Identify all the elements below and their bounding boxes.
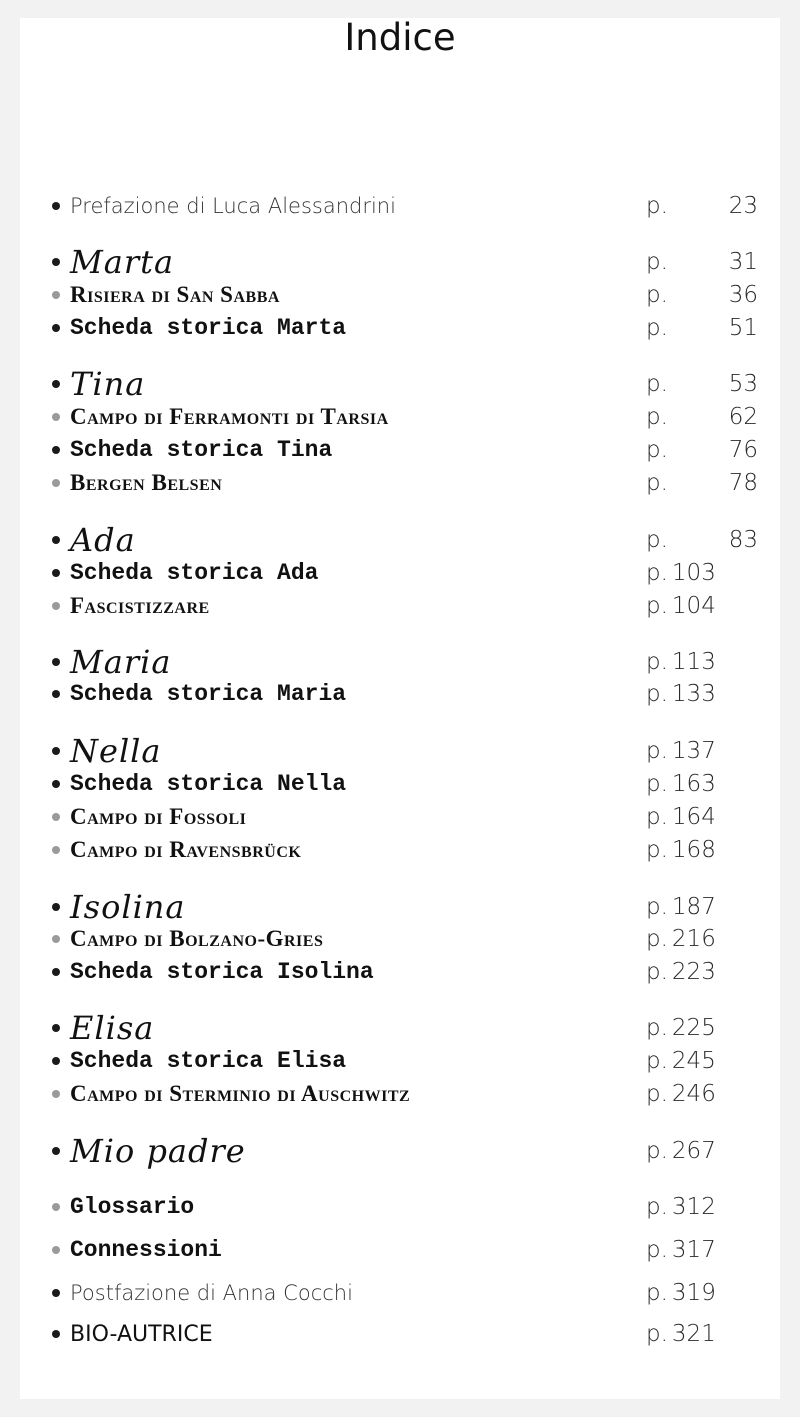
bullet-icon xyxy=(52,479,60,487)
page-number: 168 xyxy=(671,837,716,863)
toc-entry xyxy=(52,243,758,281)
toc-entry xyxy=(52,365,758,403)
bullet-icon xyxy=(52,935,60,943)
page-prefix: p. xyxy=(646,649,668,675)
toc-entry xyxy=(52,833,716,867)
toc-entry xyxy=(52,1044,716,1078)
page-prefix: p. xyxy=(646,282,668,308)
page-prefix: p. xyxy=(646,804,668,830)
toc-entry-title: Postfazione di Anna Cocchi xyxy=(70,1281,353,1305)
toc-entry-title: Maria xyxy=(70,643,172,681)
toc-entry-page xyxy=(646,804,758,830)
toc-entry xyxy=(52,1190,716,1224)
page-number: 104 xyxy=(671,593,716,619)
page-number: 312 xyxy=(671,1194,716,1220)
toc-entry-title: Prefazione di Luca Alessandrini xyxy=(70,194,396,218)
bullet-icon xyxy=(52,968,60,976)
page-prefix: p. xyxy=(646,1237,668,1263)
toc-entry-title: Tina xyxy=(70,365,146,403)
bullet-icon xyxy=(52,413,60,421)
page-prefix: p. xyxy=(646,1280,668,1306)
page-prefix: p. xyxy=(646,681,668,707)
toc-entry xyxy=(52,732,716,770)
toc-entry-title: Scheda storica Nella xyxy=(70,771,347,797)
bullet-icon xyxy=(52,903,60,911)
toc-entry xyxy=(52,521,758,559)
page-number: 23 xyxy=(728,193,758,219)
bullet-icon xyxy=(52,780,60,788)
toc-entry-page xyxy=(646,771,758,797)
page-prefix: p. xyxy=(646,1015,668,1041)
toc-entry xyxy=(52,955,716,989)
toc-entry-title: BIO-AUTRICE xyxy=(70,1321,213,1347)
toc-entry xyxy=(52,1276,716,1310)
bullet-icon xyxy=(52,846,60,854)
toc-entry-page xyxy=(646,470,758,496)
page-number: 62 xyxy=(728,404,758,430)
toc-entry-page xyxy=(646,437,758,463)
toc-entry-title: Scheda storica Maria xyxy=(70,681,347,707)
page-number: 31 xyxy=(728,249,758,275)
toc-entry-page xyxy=(646,959,758,985)
toc-entry-title: Marta xyxy=(70,243,175,281)
bullet-icon xyxy=(52,202,60,210)
bullet-icon xyxy=(52,602,60,610)
toc-entry-title: Glossario xyxy=(70,1194,195,1220)
bullet-icon xyxy=(52,258,60,266)
toc-entry-title: Campo di Fossoli xyxy=(70,804,247,829)
toc-entry xyxy=(52,189,758,223)
bullet-icon xyxy=(52,690,60,698)
toc-entry xyxy=(52,278,758,312)
page-number: 163 xyxy=(671,771,716,797)
toc-entry-page xyxy=(646,527,758,553)
toc-entry-page xyxy=(646,1237,758,1263)
toc-entry xyxy=(52,677,716,711)
page-number: 245 xyxy=(671,1048,716,1074)
page-number: 103 xyxy=(671,560,716,586)
toc-entry xyxy=(52,433,758,467)
toc-entry-page xyxy=(646,371,758,397)
toc-entry-page xyxy=(646,315,758,341)
toc-entry xyxy=(52,800,716,834)
page-number: 133 xyxy=(671,681,716,707)
toc-entry-title: Campo di Sterminio di Auschwitz xyxy=(70,1081,411,1106)
toc-entry xyxy=(52,1077,716,1111)
toc-entry-page xyxy=(646,560,758,586)
toc-entry-page xyxy=(646,193,758,219)
page-number: 187 xyxy=(671,894,716,920)
page-number: 113 xyxy=(671,649,716,675)
page-number: 76 xyxy=(728,437,758,463)
bullet-icon xyxy=(52,1289,60,1297)
toc-entry-title: Campo di Ferramonti di Tarsia xyxy=(70,404,389,429)
bullet-icon xyxy=(52,1024,60,1032)
bullet-icon xyxy=(52,291,60,299)
bullet-icon xyxy=(52,1057,60,1065)
page-prefix: p. xyxy=(646,1194,668,1220)
toc-entry-title: Connessioni xyxy=(70,1237,222,1263)
toc-entry xyxy=(52,767,716,801)
page-prefix: p. xyxy=(646,837,668,863)
page-prefix: p. xyxy=(646,1048,668,1074)
page-number: 78 xyxy=(728,470,758,496)
page-number: 225 xyxy=(671,1015,716,1041)
toc-entry xyxy=(52,400,758,434)
toc-entry-page xyxy=(646,837,758,863)
page-number: 36 xyxy=(728,282,758,308)
toc-entry-title: Campo di Ravensbrück xyxy=(70,837,302,862)
bullet-icon xyxy=(52,1203,60,1211)
page-prefix: p. xyxy=(646,560,668,586)
page-number: 246 xyxy=(671,1081,716,1107)
toc-entry-page xyxy=(646,593,758,619)
toc-entry-title: Scheda storica Elisa xyxy=(70,1048,347,1074)
toc-entry xyxy=(52,311,758,345)
bullet-icon xyxy=(52,324,60,332)
toc-entry-title: Risiera di San Sabba xyxy=(70,282,280,307)
toc-entry-page xyxy=(646,681,758,707)
page-number: 51 xyxy=(728,315,758,341)
page-prefix: p. xyxy=(646,404,668,430)
page-number: 216 xyxy=(671,926,716,952)
toc-entry-page xyxy=(646,738,758,764)
page-number: 317 xyxy=(671,1237,716,1263)
toc-entry xyxy=(52,589,716,623)
page-prefix: p. xyxy=(646,1081,668,1107)
page-prefix: p. xyxy=(646,315,668,341)
toc-entry-page xyxy=(646,1048,758,1074)
page-title: Indice xyxy=(344,16,456,59)
toc-entry-page xyxy=(646,249,758,275)
toc-entry-title: Ada xyxy=(70,521,136,559)
toc-entry-title: Elisa xyxy=(70,1009,155,1047)
page-prefix: p. xyxy=(646,593,668,619)
toc-entry xyxy=(52,1132,716,1170)
page-prefix: p. xyxy=(646,894,668,920)
toc-entry xyxy=(52,1009,716,1047)
toc-entry xyxy=(52,1317,716,1351)
toc-entry xyxy=(52,643,716,681)
toc-entry-page xyxy=(646,649,758,675)
toc-entry xyxy=(52,922,716,956)
toc-entry-page xyxy=(646,1081,758,1107)
toc-entry-title: Nella xyxy=(70,732,162,770)
toc-entry-page xyxy=(646,282,758,308)
page-prefix: p. xyxy=(646,959,668,985)
bullet-icon xyxy=(52,1246,60,1254)
bullet-icon xyxy=(52,658,60,666)
page-number: 223 xyxy=(671,959,716,985)
page-prefix: p. xyxy=(646,437,668,463)
toc-entry-page xyxy=(646,1138,758,1164)
page-prefix: p. xyxy=(646,470,668,496)
bullet-icon xyxy=(52,380,60,388)
toc-entry-title: Scheda storica Isolina xyxy=(70,959,374,985)
page-number: 267 xyxy=(671,1138,716,1164)
toc-entry-page xyxy=(646,1194,758,1220)
toc-entry-title: Bergen Belsen xyxy=(70,470,223,495)
bullet-icon xyxy=(52,446,60,454)
page-prefix: p. xyxy=(646,1138,668,1164)
toc-entry-page xyxy=(646,926,758,952)
page-prefix: p. xyxy=(646,249,668,275)
bullet-icon xyxy=(52,1147,60,1155)
toc-entry-page xyxy=(646,1321,758,1347)
toc-entry-title: Scheda storica Marta xyxy=(70,315,347,341)
page-prefix: p. xyxy=(646,1321,668,1347)
page-number: 164 xyxy=(671,804,716,830)
page-prefix: p. xyxy=(646,371,668,397)
toc-entry-page xyxy=(646,1015,758,1041)
bullet-icon xyxy=(52,569,60,577)
page-prefix: p. xyxy=(646,771,668,797)
toc-entry-title: Fascistizzare xyxy=(70,593,210,618)
toc-entry xyxy=(52,888,716,926)
bullet-icon xyxy=(52,1090,60,1098)
page-number: 83 xyxy=(728,527,758,553)
toc-entry-title: Scheda storica Ada xyxy=(70,560,319,586)
bullet-icon xyxy=(52,536,60,544)
toc-entry-title: Campo di Bolzano-Gries xyxy=(70,926,324,951)
toc-entry-page xyxy=(646,894,758,920)
toc-entry xyxy=(52,1233,716,1267)
bullet-icon xyxy=(52,813,60,821)
page-number: 137 xyxy=(671,738,716,764)
page-number: 321 xyxy=(671,1321,716,1347)
toc-entry-page xyxy=(646,404,758,430)
page-prefix: p. xyxy=(646,193,668,219)
page-prefix: p. xyxy=(646,527,668,553)
toc-entry-page xyxy=(646,1280,758,1306)
bullet-icon xyxy=(52,747,60,755)
bullet-icon xyxy=(52,1330,60,1338)
page-prefix: p. xyxy=(646,738,668,764)
toc-entry-title: Isolina xyxy=(70,888,186,926)
page-prefix: p. xyxy=(646,926,668,952)
toc-entry-title: Mio padre xyxy=(70,1132,246,1170)
page-number: 319 xyxy=(671,1280,716,1306)
toc-entry xyxy=(52,556,716,590)
toc-entry xyxy=(52,466,758,500)
toc-entry-title: Scheda storica Tina xyxy=(70,437,333,463)
page-number: 53 xyxy=(728,371,758,397)
